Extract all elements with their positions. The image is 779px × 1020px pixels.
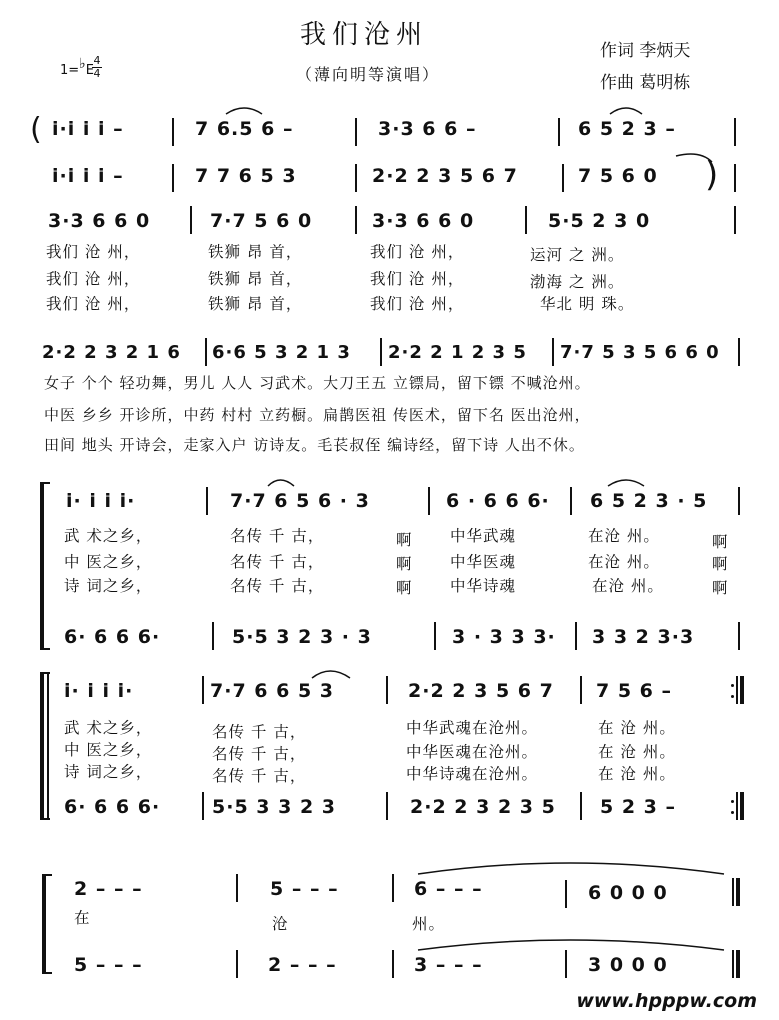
chorus1-har-m2: 5·5 3 2 3 · 3 [232,626,372,648]
verse-b-m3: 2·2 2 1 2 3 5 [388,342,527,363]
song-title: 我们沧州 [300,20,429,50]
lyric-a2-3: 我们 沧 州， [370,270,465,288]
lyricist-credit: 作词 李炳天 [600,41,691,61]
lyric-c1-2: 名传 千 古， [230,527,325,545]
intro-r2-m1: i·i i i – [52,165,124,187]
chorus2-mel-m4: 7 5 6 – [596,680,673,702]
lyric-a1-2: 铁狮 昂 首， [208,243,303,261]
key-note: E [85,63,94,78]
lyric-d3-2: 名传 千 古， [212,767,307,785]
chorus2-mel-m3: 2·2 2 3 5 6 7 [408,680,554,702]
lyric-c1-4: 中华武魂 [450,527,517,545]
chorus2-har-m3: 2·2 2 3 2 3 5 [410,796,556,818]
intro-r2-m2: 7 7 6 5 3 [195,165,297,187]
verse-b-m4: 7·7 5 3 5 6 6 0 [560,342,720,363]
coda-lyric-3: 州。 [412,915,446,933]
lyric-d2-3: 中华医魂在沧州。 [406,743,539,761]
lyric-c2-4: 中华医魂 [450,553,517,571]
performer-subtitle: （薄向明等演唱） [296,65,441,84]
lyric-a1-3: 我们 沧 州， [370,243,465,261]
chorus2-mel-m1: i· i i i· [64,680,134,702]
coda-har-m2: 2 – – – [268,954,337,976]
lyric-c2-1: 中 医之乡， [64,553,153,571]
verse-b-m1: 2·2 2 3 2 1 6 [42,342,181,363]
coda-lyric-1: 在 [74,909,91,927]
coda-mel-m4: 6 0 0 0 [588,882,668,904]
verse-a-m3: 3·3 6 6 0 [372,210,475,232]
chorus1-mel-m4: 6 5 2 3 · 5 [590,490,708,512]
time-bottom: 4 [93,67,101,80]
lyric-d3-1: 诗 词之乡， [64,763,153,781]
lyric-c1-1: 武 术之乡， [64,527,153,545]
slur [268,480,294,486]
coda-mel-m2: 5 – – – [270,878,339,900]
chorus1-har-m1: 6· 6 6 6· [64,626,161,648]
lyric-c3-2: 名传 千 古， [230,577,325,595]
chorus1-mel-m1: i· i i i· [66,490,136,512]
lyric-c2-2: 名传 千 古， [230,553,325,571]
lyric-c2-3: 啊 [396,555,413,573]
coda-har-m4: 3 0 0 0 [588,954,668,976]
slur [608,480,644,486]
lyric-a3-1: 我们 沧 州， [46,295,141,313]
flat-icon: ♭ [79,56,86,72]
chorus1-mel-m2: 7·7 6 5 6 · 3 [230,490,370,512]
intro-r2-m4: 7 5 6 0 [578,165,658,187]
chorus1-har-m4: 3 3 2 3·3 [592,626,695,648]
lyric-d2-1: 中 医之乡， [64,741,153,759]
chorus2-mel-m2: 7·7 6 6 5 3 [210,680,334,702]
coda-mel-m1: 2 – – – [74,878,143,900]
lyric-d2-2: 名传 千 古， [212,745,307,763]
lyric-c1-5: 在沧 州。 [588,527,660,545]
lyric-c3-1: 诗 词之乡， [64,577,153,595]
site-watermark: www.hpppw.com [576,990,757,1012]
intro-r1-m4: 6 5 2 3 – [578,118,676,140]
lyric-b2: 中医 乡乡 开诊所，中药 村村 立药橱。扁鹊医祖 传医术，留下名 医出沧州， [44,406,591,424]
lyric-c3-6: 啊 [712,579,729,597]
chorus1-mel-m3: 6 · 6 6 6· [446,490,550,512]
lyric-c1-3: 啊 [396,531,413,549]
coda-mel-m3: 6 – – – [414,878,483,900]
intro-r1-m3: 3·3 6 6 – [378,118,477,140]
slur [312,671,350,678]
intro-open-paren: ( [30,112,42,147]
tie [418,940,724,950]
coda-har-m1: 5 – – – [74,954,143,976]
lyric-d1-4: 在 沧 州。 [598,719,676,737]
verse-b-m2: 6·6 5 3 2 1 3 [212,342,351,363]
lyric-a2-1: 我们 沧 州， [46,270,141,288]
lyric-a3-3: 我们 沧 州， [370,295,465,313]
verse-a-m4: 5·5 2 3 0 [548,210,651,232]
lyric-d1-2: 名传 千 古， [212,723,307,741]
lyric-d1-1: 武 术之乡， [64,719,153,737]
slur [676,154,712,162]
verse-a-m1: 3·3 6 6 0 [48,210,151,232]
chorus2-har-m1: 6· 6 6 6· [64,796,161,818]
lyric-d3-3: 中华诗魂在沧州。 [406,765,539,783]
key-prefix: 1= [60,63,80,78]
lyric-c3-5: 在沧 州。 [592,577,664,595]
lyric-a1-1: 我们 沧 州， [46,243,141,261]
intro-r1-m1: i·i i i – [52,118,124,140]
slur [610,108,642,114]
lyric-d3-4: 在 沧 州。 [598,765,676,783]
intro-close-paren: ) [705,155,719,195]
chorus2-har-m4: 5 2 3 – [600,796,677,818]
slur [226,108,262,114]
lyric-d2-4: 在 沧 州。 [598,743,676,761]
lyric-c3-4: 中华诗魂 [450,577,517,595]
time-top: 4 [93,54,101,67]
lyric-a1-4: 运河 之 洲。 [530,246,625,264]
composer-credit: 作曲 葛明栋 [600,73,691,93]
lyric-b1: 女子 个个 轻功舞，男儿 人人 习武术。大刀王五 立镖局，留下镖 不喊沧州。 [44,374,591,392]
coda-har-m3: 3 – – – [414,954,483,976]
lyric-a2-2: 铁狮 昂 首， [208,270,303,288]
lyric-a3-2: 铁狮 昂 首， [208,295,303,313]
intro-r2-m3: 2·2 2 3 5 6 7 [372,165,518,187]
chorus2-har-m2: 5·5 3 3 2 3 [212,796,336,818]
lyric-a3-4: 华北 明 珠。 [540,295,635,313]
lyric-c1-6: 啊 [712,533,729,551]
lyric-d1-3: 中华武魂在沧州。 [406,719,539,737]
lyric-c3-3: 啊 [396,579,413,597]
intro-r1-m2: 7 6.5 6 – [195,118,294,140]
chorus1-har-m3: 3 · 3 3 3· [452,626,556,648]
coda-lyric-2: 沧 [272,915,289,933]
lyric-c2-5: 在沧 州。 [588,553,660,571]
lyric-c2-6: 啊 [712,555,729,573]
tie [418,863,724,874]
lyric-b3: 田间 地头 开诗会，走家入户 访诗友。毛苌叔侄 编诗经，留下诗 人出不休。 [44,436,585,454]
verse-a-m2: 7·7 5 6 0 [210,210,313,232]
lyric-a2-4: 渤海 之 洲。 [530,273,625,291]
